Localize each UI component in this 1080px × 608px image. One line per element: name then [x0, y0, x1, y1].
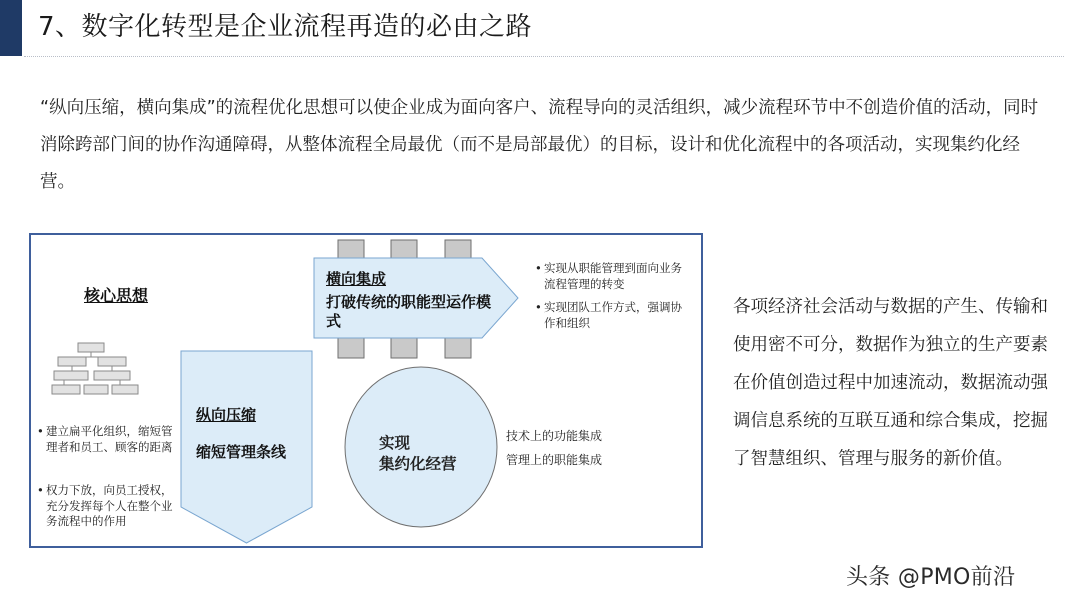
watermark: 头条 @PMO前沿 — [846, 565, 1016, 590]
intro-paragraph: “纵向压缩，横向集成”的流程优化思想可以使企业成为面向客户、流程导向的灵活组织，减少流程环节中不创造价值的活动，同时消除跨部门间的协作沟通障碍，从整体流程全局最优（而不是局部最优）的目标，设计和优化流程中的各项活动，实现集约化经营。 — [40, 98, 1039, 192]
circle-note-1: 技术上的功能集成 — [506, 429, 603, 443]
vertical-compression-title: 纵向压缩 — [196, 406, 257, 424]
circle-note-2: 管理上的职能集成 — [506, 453, 603, 467]
left-bullet-2: • 权力下放，向员工授权，充分发挥每个人在整个业务流程中的作用 — [37, 483, 173, 528]
circle-label-line-1: 实现 — [379, 434, 411, 452]
circle-label — [379, 433, 457, 475]
horizontal-bullet-1: • 实现从职能管理到面向业务流程管理的转变 — [535, 261, 682, 291]
left-bullet-1: • 建立扁平化组织，缩短管理者和员工、顾客的距离 — [37, 424, 173, 454]
core-idea-title: 核心思想 — [84, 286, 149, 305]
page-title: 7、数字化转型是企业流程再造的必由之路 — [38, 12, 533, 42]
org-chart-icon — [52, 343, 138, 394]
circle-label-line-2: 集约化经营 — [379, 455, 457, 473]
horizontal-integration-subtitle: 打破传统的职能型运作模式 — [326, 293, 492, 330]
horizontal-integration-title: 横向集成 — [326, 270, 387, 288]
side-paragraph: 各项经济社会活动与数据的产生、传输和使用密不可分，数据作为独立的生产要素在价值创造过程中加速流动，数据流动强调信息系统的互联互通和综合集成，挖掘了智慧组织、管理与服务的新价值。 — [733, 297, 1048, 469]
horizontal-bullet-2: • 实现团队工作方式，强调协作和组织 — [535, 300, 682, 330]
vertical-compression-subtitle: 缩短管理条线 — [196, 443, 287, 461]
